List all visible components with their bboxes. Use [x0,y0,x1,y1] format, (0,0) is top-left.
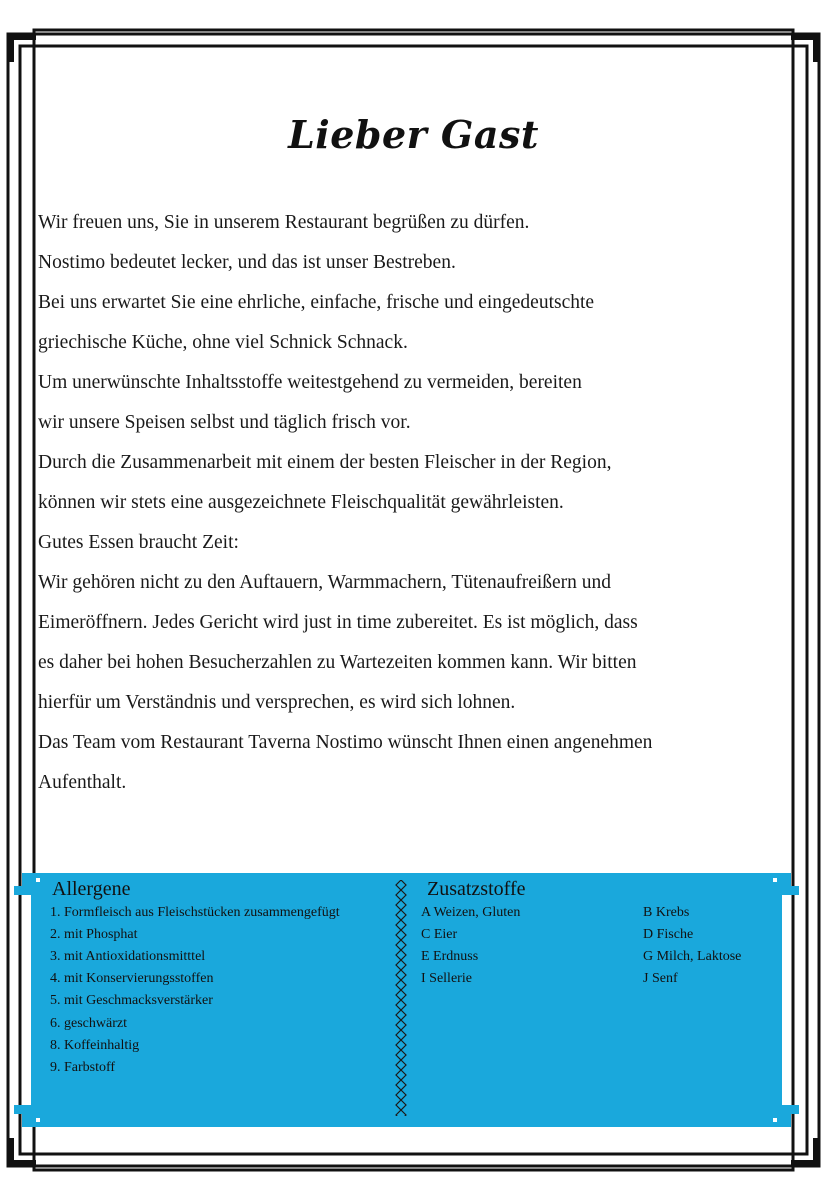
intro-line: Bei uns erwartet Sie eine ehrliche, einfache, frische und eingedeutschte [38,292,595,313]
zusatzstoffe-item: C Eier [421,927,458,942]
legend-divider [394,880,408,1116]
intro-line: Eimeröffnern. Jedes Gericht wird just in time zubereitet. Es ist möglich, dass [38,612,638,633]
allergene-item: 5. mit Geschmacksverstärker [50,993,213,1008]
page-title: Lieber Gast [288,112,539,157]
zusatzstoffe-heading: Zusatzstoffe [427,878,526,900]
intro-line: griechische Küche, ohne viel Schnick Schnack. [38,332,408,353]
allergene-item: 1. Formfleisch aus Fleischstücken zusammengefügt [50,905,340,920]
zusatzstoffe-item: B Krebs [643,905,690,920]
intro-line: Gutes Essen braucht Zeit: [38,532,239,553]
allergene-item: 3. mit Antioxidationsmitttel [50,949,206,964]
intro-line: es daher bei hohen Besucherzahlen zu Wartezeiten kommen kann. Wir bitten [38,652,637,673]
zusatzstoffe-item: E Erdnuss [421,949,479,964]
intro-line: Durch die Zusammenarbeit mit einem der besten Fleischer in der Region, [38,452,612,473]
intro-line: Nostimo bedeutet lecker, und das ist unser Bestreben. [38,252,456,273]
intro-line: Wir gehören nicht zu den Auftauern, Warmmachern, Tütenaufreißern und [38,572,612,593]
zusatzstoffe-item: A Weizen, Gluten [421,905,521,920]
allergene-heading: Allergene [52,878,131,900]
allergene-item: 4. mit Konservierungsstoffen [50,971,214,986]
zusatzstoffe-item: I Sellerie [421,971,472,986]
intro-line: Um unerwünschte Inhaltsstoffe weitestgehend zu vermeiden, bereiten [38,372,582,393]
allergene-item: 8. Koffeinhaltig [50,1038,140,1053]
intro-line: Das Team vom Restaurant Taverna Nostimo wünscht Ihnen einen angenehmen [38,732,653,753]
allergene-item: 9. Farbstoff [50,1060,116,1075]
intro-line: hierfür um Verständnis und versprechen, es wird sich lohnen. [38,692,516,713]
intro-line: Aufenthalt. [38,772,127,793]
intro-line: können wir stets eine ausgezeichnete Fleischqualität gewährleisten. [38,492,564,513]
intro-line: Wir freuen uns, Sie in unserem Restaurant begrüßen zu dürfen. [38,212,530,233]
allergene-item: 6. geschwärzt [50,1016,127,1031]
zusatzstoffe-item: G Milch, Laktose [643,949,742,964]
intro-line: wir unsere Speisen selbst und täglich frisch vor. [38,412,411,433]
zusatzstoffe-item: D Fische [643,927,694,942]
zusatzstoffe-item: J Senf [643,971,678,986]
intro-text [38,203,798,803]
allergene-item: 2. mit Phosphat [50,927,138,942]
